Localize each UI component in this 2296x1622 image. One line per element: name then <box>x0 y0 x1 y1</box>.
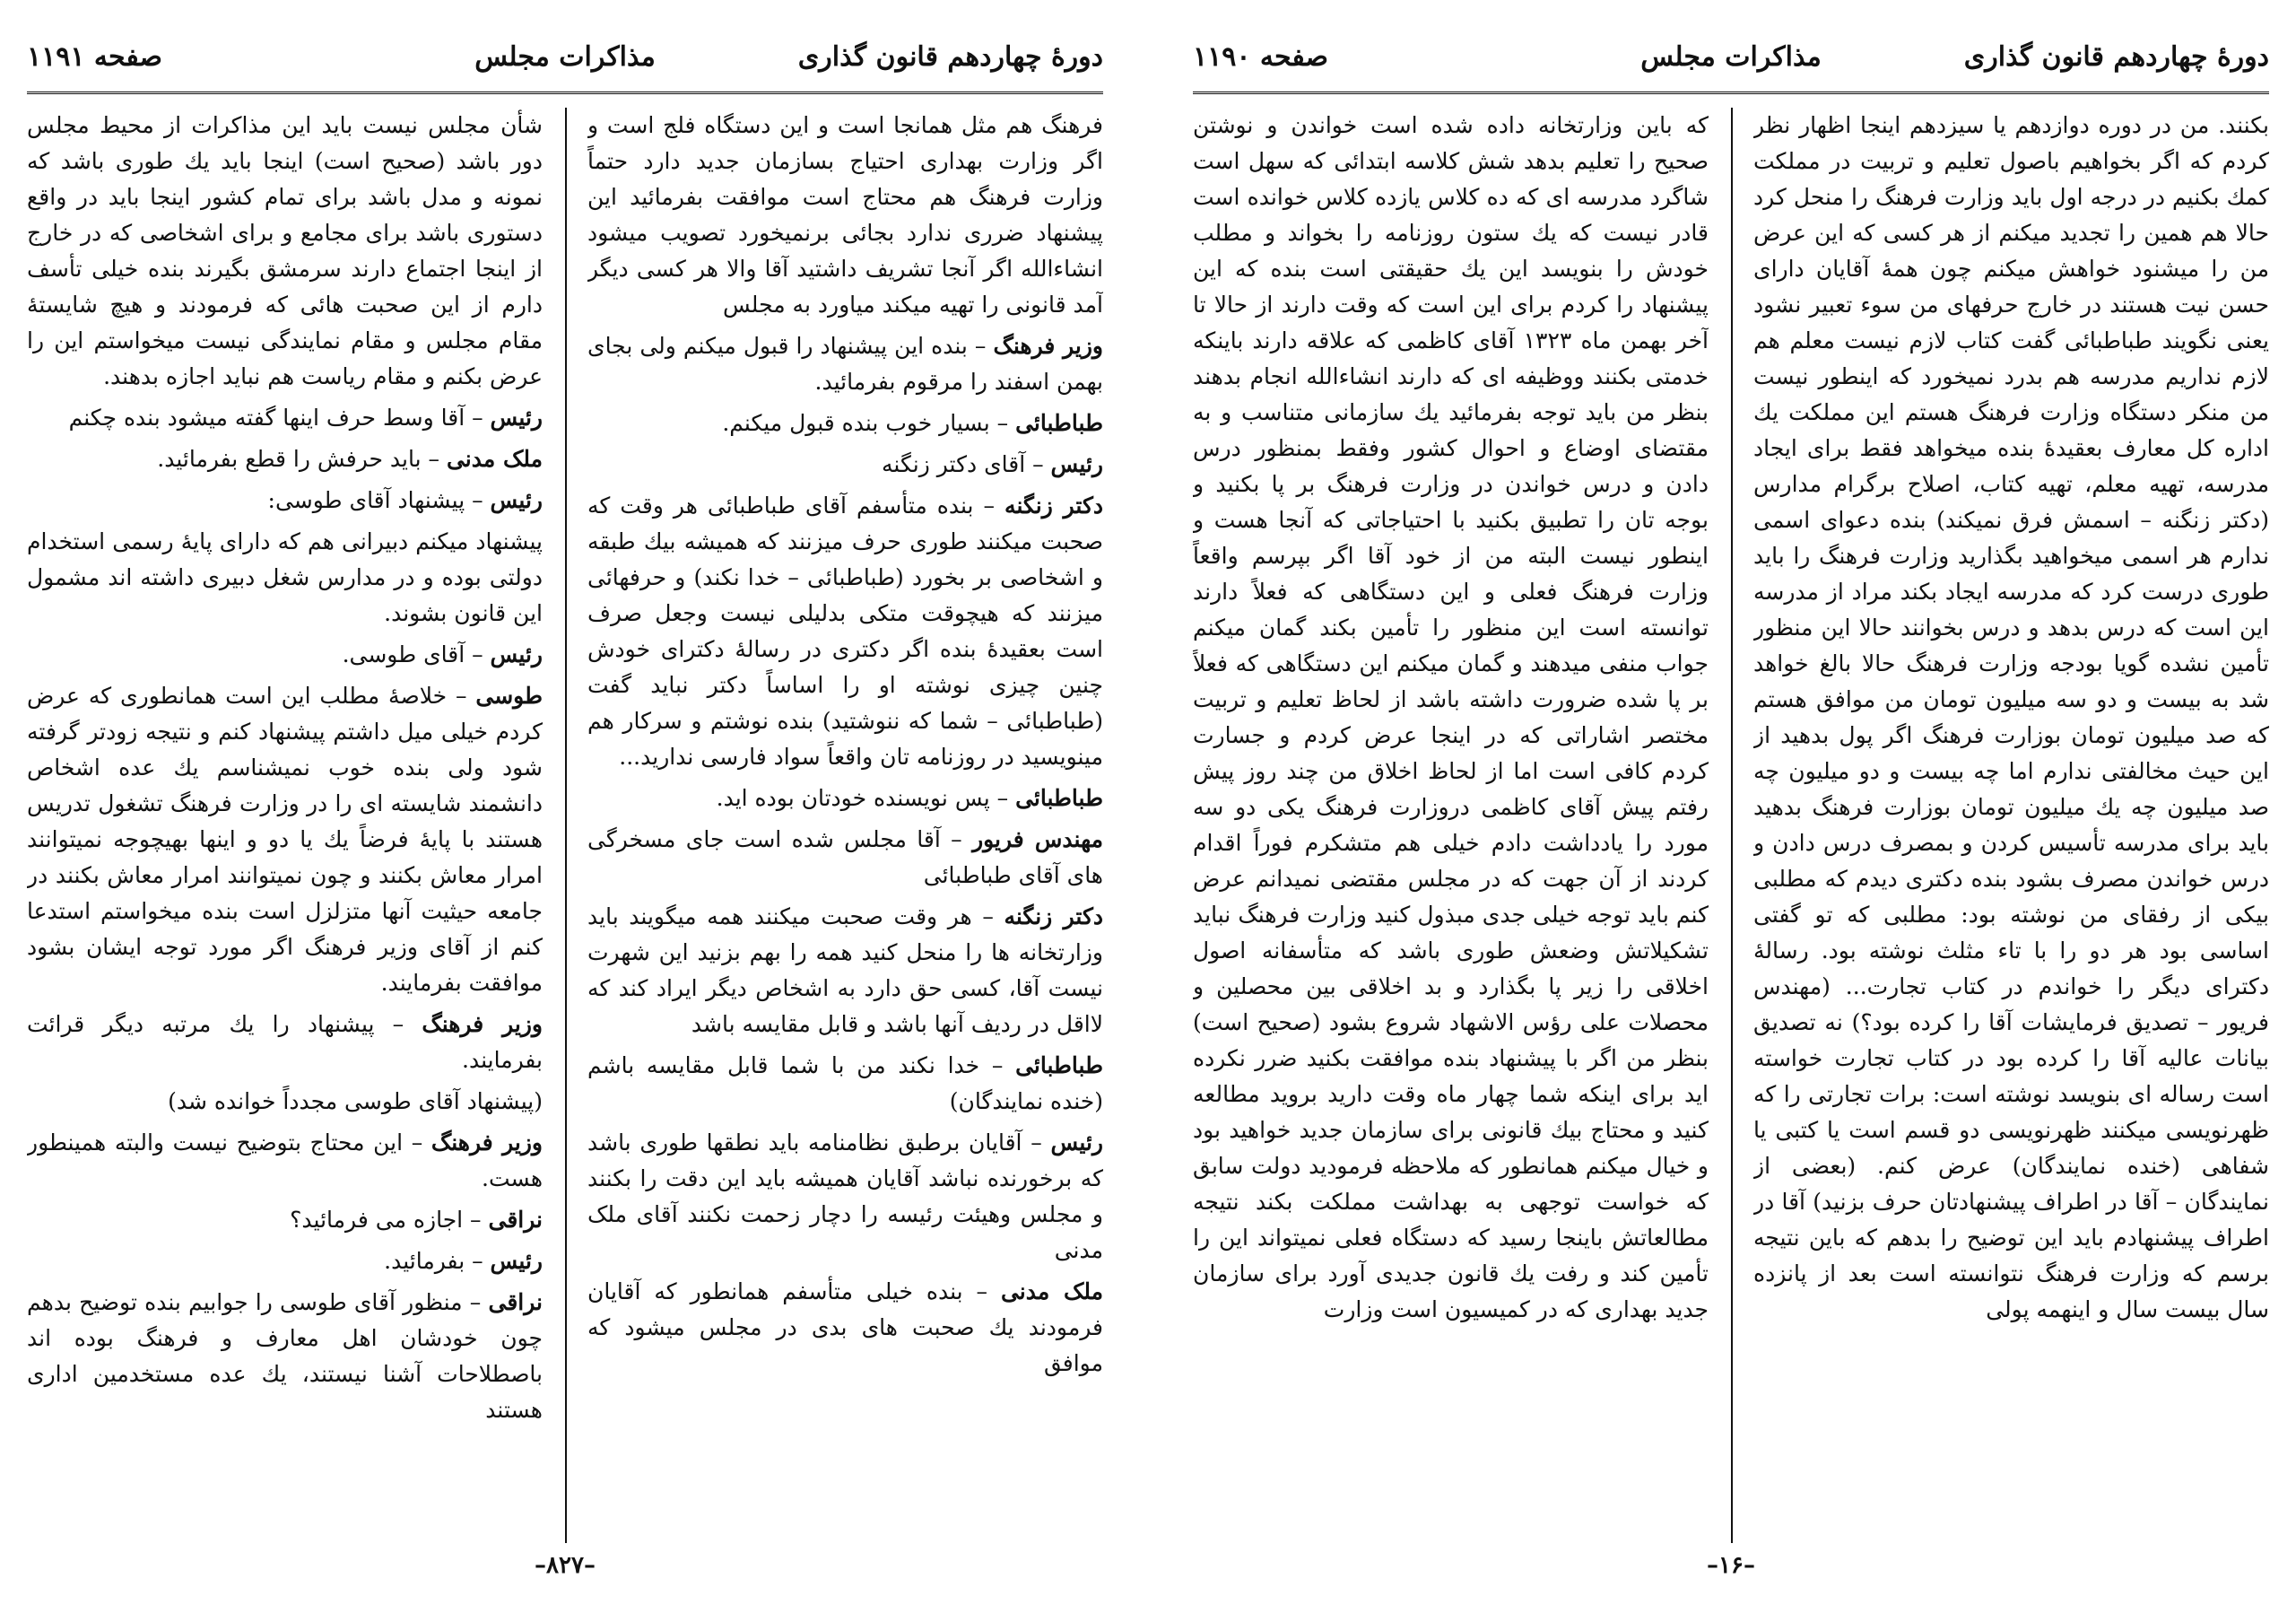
paragraph <box>27 400 543 436</box>
page-footer-number: –۱۶– <box>1707 1552 1755 1579</box>
paragraph <box>1193 108 1709 1328</box>
paragraph-text: – پیشنهاد آقای طوسی: <box>267 487 491 513</box>
paragraph-text: (پیشنهاد آقای طوسی مجدداً خوانده شد) <box>168 1088 543 1114</box>
speaker-name: رئیس <box>490 1248 543 1274</box>
paragraph-text: – بنده متأسفم آقای طباطبائی هر وقت که صحبت میکنند طوری حرف میزنند که همیشه بیك طبقه و اشخاصی بر بخورد (طباطبائی – خدا نکند) و حرفهائی میزنند که هیچوقت متکی بدلیلی نیست وجعل صرف است بعقیدهٔ بنده اگر دکتری در رسالهٔ دکترای خودش چنین چیزی نوشته او را اساساً دکتر نباید گفت (طباطبائی – شما که ننوشتید) بنده نوشتم و سرکار هم مینویسید در روزنامه تان واقعاً سواد فارسی ندارید... <box>587 493 1103 770</box>
header-publication-title: مذاکرات مجلس <box>474 41 656 73</box>
paragraph <box>27 1084 543 1120</box>
page-header <box>27 36 1103 94</box>
paragraph <box>27 1007 543 1078</box>
page-footer-number: –۸۲۷– <box>535 1552 596 1579</box>
paragraph <box>27 678 543 1001</box>
paragraph-text: بکنند. من در دوره دوازدهم یا سیزدهم اینجا اظهار نظر کردم که اگر بخواهیم باصول تعلیم و تربیت در مملکت کمك بکنیم در درجه اول باید وزارت فرهنگ را منحل کرد حالا هم همین را تجدید میکنم از هر کسی که این عرض من را میشنود خواهش میکنم چون همهٔ آقایان دارای حسن نیت هستند در خارج حرفهای من سوء تعبیر نشود یعنی نگویند طباطبائی گفت کتاب لازم نیست معلم هم لازم نداریم مدرسه هم بدرد نمیخورد که اینطور نیست من منکر دستگاه وزارت فرهنگ هستم این مملکت یك اداره کل معارف بعقیدهٔ بنده میخواهد فقط برای ایجاد مدرسه، تهیه معلم، تهیه کتاب، اصلاح برگرام مدارس (دکتر زنگنه – اسمش فرق نمیکند) بنده دعوای اسمی ندارم هر اسمی میخواهید بگذارید وزارت فرهنگ را باید طوری درست کرد که مدرسه ایجاد بکند مراد از مدرسه این است که درس بدهد و درس بخوانند حالا این منظور تأمین نشده گویا بودجه وزارت فرهنگ حالا بالغ خواهد شد به بیست و دو سه میلیون تومان من موافق هستم که صد میلیون تومان بوزارت فرهنگ اگر پول بدهید از این حیث مخالفتی ندارم اما چه بیست و دو میلیون چه صد میلیون چه یك میلیون تومان بوزارت فرهنگ بدهید باید برای مدرسه تأسیس کردن و بمصرف درس دادن و درس خواندن مصرف بشود بنده دکتری دیدم که مطلبی بیکی از رفقای من نوشته بود: مطلبی که تو گفتی اساسی بود هر دو را با تاء مثلث نوشته بود. رسالهٔ دکترای دیگر را خواندم در کتاب تجارت... (مهندس فریور – تصدیق فرمایشات آقا را کرده بود؟) نه تصدیق بیانات عالیه آقا را کرده بود در کتاب تجارت خواسته است رساله ای بنویسد نوشته است: برات تجارتی را که ظهرنویسی میکنند ظهرنویسی دو قسم است یا کتبی یا شفاهی (خنده نمایندگان) عرض کنم. (بعضی از نمایندگان – آقا در اطراف پیشنهادتان حرف بزنید) آقا در اطراف پیشنهادم باید این توضیح را بدهم که باین نتیجه برسم که وزارت فرهنگ نتوانسته است بعد از پانزده سال بیست سال و اینهمه پولی <box>1753 112 2269 1322</box>
paragraph-text: – بفرمائید. <box>384 1248 491 1274</box>
speaker-name: دکتر زنگنه <box>1004 903 1103 929</box>
paragraph-text: – پیشنهاد را یك مرتبه دیگر قرائت بفرمایند. <box>27 1011 543 1073</box>
paragraph <box>27 1243 543 1279</box>
column-left <box>1193 108 1709 1543</box>
paragraph <box>27 1285 543 1428</box>
speaker-name: دکتر زنگنه <box>1004 493 1103 519</box>
speaker-name: مهندس فریور <box>972 826 1103 852</box>
paragraph <box>587 822 1103 894</box>
speaker-name: نراقی <box>488 1207 543 1233</box>
paragraph <box>27 524 543 632</box>
column-divider <box>565 108 567 1543</box>
paragraph-text: – خلاصهٔ مطلب این است همانطوری که عرض کردم خیلی میل داشتم پیشنهاد کنم و نتیجه زودتر گرفته شود ولی بنده خوب نمیشناسم یك عده اشخاص دانشمند شایسته ای را در وزارت فرهنگ تشغول تدریس هستند با پایهٔ فرضاً یك یا دو و اینها بهیچوجه نمیتوانند امرار معاش بکنند و چون نمیتوانند امرار معاش بکنند در جامعه حیثیت آنها متزلزل است بنده میخواستم استدعا کنم از آقای وزیر فرهنگ اگر مورد توجه ایشان بشود موافقت بفرمایند. <box>27 683 543 996</box>
paragraph-text: – آقایان برطبق نظامنامه باید نطقها طوری باشد که برخورنده نباشد آقایان همیشه باید این دقت را بکنند و مجلس وهیئت رئیسه را دچار زحمت نکنند آقای ملک مدنی <box>587 1129 1103 1263</box>
speaker-name: نراقی <box>488 1289 543 1315</box>
paragraph-text: – بنده این پیشنهاد را قبول میکنم ولی بجای بهمن اسفند را مرقوم بفرمائید. <box>587 333 1103 395</box>
speaker-name: وزیر فرهنگ <box>422 1011 543 1037</box>
speaker-name: طوسی <box>475 683 543 709</box>
paragraph <box>27 637 543 673</box>
paragraph-text: – آقای دکتر زنگنه <box>882 451 1051 477</box>
header-publication-title: مذاکرات مجلس <box>1640 41 1822 73</box>
speaker-name: رئیس <box>490 487 543 513</box>
paragraph <box>587 1048 1103 1120</box>
paragraph-text: – اجازه می فرمائید؟ <box>290 1207 489 1233</box>
paragraph <box>587 328 1103 400</box>
paragraph-text: – باید حرفش را قطع بفرمائید. <box>157 446 447 472</box>
header-page-number: صفحه ۱۱۹۰ <box>1193 41 1328 73</box>
column-right <box>1753 108 2269 1543</box>
paragraph <box>27 1202 543 1238</box>
paragraph-text: – آقا مجلس شده است جای مسخرگی های آقای طباطبائی <box>587 826 1103 888</box>
speaker-name: رئیس <box>490 641 543 667</box>
paragraph <box>587 488 1103 775</box>
header-term-title: دورهٔ چهاردهم قانون گذاری <box>1963 41 2269 73</box>
speaker-name: طباطبائی <box>1015 410 1103 436</box>
header-page-number: صفحه ۱۱۹۱ <box>27 41 162 73</box>
paragraph <box>27 1125 543 1197</box>
paragraph <box>587 447 1103 483</box>
paragraph-text: شأن مجلس نیست باید این مذاکرات از محیط مجلس دور باشد (صحیح است) اینجا باید یك طوری باشد که نمونه و مدل باشد برای تمام کشور اینجا باید در واقع دستوری باشد برای مجامع و برای اشخاصی که در خارج از اینجا اجتماع دارند سرمشق بگیرند بنده خیلی تأسف دارم از این صحبت هائی که فرمودند و هیچ شایستهٔ مقام مجلس و مقام نمایندگی نیست میخواستم این را عرض بکنم و مقام ریاست هم نباید اجازه بدهند. <box>27 112 543 389</box>
column-right <box>587 108 1103 1543</box>
paragraph-text: – بسیار خوب بنده قبول میکنم. <box>722 410 1016 436</box>
paragraph <box>587 780 1103 816</box>
paragraph-text: – بنده خیلی متأسفم همانطور که آقایان فرمودند یك صحبت های بدی در مجلس میشود که موافق <box>587 1278 1103 1376</box>
header-term-title: دورهٔ چهاردهم قانون گذاری <box>797 41 1103 73</box>
paragraph <box>27 108 543 395</box>
column-divider <box>1731 108 1733 1543</box>
page-1190 <box>1193 36 2269 1597</box>
speaker-name: طباطبائی <box>1015 785 1103 811</box>
paragraph-text: – منظور آقای طوسی را جوابیم بنده توضیح بدهم چون خودشان اهل معارف و فرهنگ بوده اند باصطلاحات آشنا نیستند، یك عده مستخدمین اداری هستند <box>27 1289 543 1423</box>
speaker-name: رئیس <box>1050 451 1103 477</box>
speaker-name: وزیر فرهنگ <box>430 1129 543 1155</box>
paragraph-text: پیشنهاد میکنم دبیرانی هم که دارای پایهٔ رسمی استخدام دولتی بوده و در مدارس شغل دبیری داشته اند مشمول این قانون بشوند. <box>27 528 543 626</box>
paragraph-text: – خدا نکند من با شما قابل مقایسه باشم (خنده نمایندگان) <box>587 1052 1103 1114</box>
paragraph <box>27 483 543 519</box>
page-header <box>1193 36 2269 94</box>
paragraph-text: فرهنگ هم مثل همانجا است و این دستگاه فلج است و اگر وزارت بهداری احتیاج بسازمان جدید دارد حتماً وزارت فرهنگ هم محتاج است موافقت بفرمائید این پیشنهاد ضرری ندارد بجائی برنمیخورد تصویب میشود انشاءالله اگر آنجا تشریف داشتید آقا والا هر کسی دیگر آمد قانونی را تهیه میکند میاورد به مجلس <box>587 112 1103 318</box>
paragraph-text: – پس نویسنده خودتان بوده اید. <box>716 785 1016 811</box>
text-columns <box>27 108 1103 1543</box>
speaker-name: ملک مدنی <box>446 446 543 472</box>
paragraph <box>587 108 1103 323</box>
paragraph-text: که باین وزارتخانه داده شده است خواندن و نوشتن صحیح را تعلیم بدهد شش کلاسه ابتدائی که سهل است شاگرد مدرسه ای که ده کلاس یازده کلاس خوانده است قادر نیست که یك ستون روزنامه را بخواند و مطلب خودش را بنویسد این یك حقیقتی است بنده که این پیشنهاد را کردم برای این است که وقت دارند از حالا تا آخر بهمن ماه ۱۳۲۳ آقای کاظمی که علاقه دارند باینکه خدمتی بکنند ووظیفه ای که دارند انشاءالله انجام بدهند بنظر من باید توجه بفرمائید یك سازمانی متناسب و به مقتضای اوضاع و احوال کشور وفقط بمنظور درس دادن و درس خواندن در وزارت فرهنگ بر پا بکنید و بوجه تان را تطبیق بکنید با احتیاجاتی که آنجا هست و اینطور نیست البته من از خود آقا اگر بپرسم واقعاً وزارت فرهنگ فعلی و این دستگاهی که فعلاً دارند توانسته است این منظور را تأمین بکند گمان میکنم جواب منفی میدهند و گمان میکنم این دستگاهی که فعلاً بر پا شده ضرورت داشته باشد از لحاظ تعلیم و تربیت مختصر اشاراتی که در اینجا عرض کردم و جسارت کردم کافی است اما از لحاظ اخلاق من چند روز پیش رفتم پیش آقای کاظمی دروزارت فرهنگ یکی دو سه مورد را یادداشت دادم خیلی هم متشکرم فوراً اقدام کردند از آن جهت که در مجلس مقتضی نمیدانم عرض کنم باید توجه خیلی جدی مبذول کنید وزارت فرهنگ نباید تشکیلاتش وضعش طوری باشد که متأسفانه اصول اخلاقی را زیر پا بگذارد و بد اخلاقی بین محصلین و محصلات علی رؤس الاشهاد شروع بشود (صحیح است) بنظر من اگر با پیشنهاد بنده موافقت بکنید ضرر نکرده اید برای اینکه شما چهار ماه وقت دارید بروید مطالعه کنید و محتاج بیك قانونی برای سازمان جدید خواهید بود و خیال میکنم همانطور که ملاحظه فرمودید دولت سابق که خواست توجهی به بهداشت مملکت بکند نتیجه مطالعاتش باینجا رسید که دستگاه فعلی نمیتواند این را تأمین کند و رفت یك قانون جدیدی آورد برای سازمان جدید بهداری که در کمیسیون است وزارت <box>1193 112 1709 1322</box>
speaker-name: وزیر فرهنگ <box>993 333 1103 359</box>
paragraph <box>587 1274 1103 1382</box>
speaker-name: ملک مدنی <box>1000 1278 1103 1304</box>
paragraph <box>587 899 1103 1042</box>
paragraph <box>1753 108 2269 1328</box>
paragraph-text: – آقا وسط حرف اینها گفته میشود بنده چکنم <box>68 405 491 431</box>
paragraph-text: – آقای طوسی. <box>342 641 491 667</box>
text-columns <box>1193 108 2269 1543</box>
paragraph-text: – این محتاج بتوضیح نیست والبته همینطور هست. <box>27 1129 543 1191</box>
paragraph <box>587 406 1103 441</box>
paragraph <box>587 1125 1103 1269</box>
paragraph <box>27 441 543 477</box>
speaker-name: رئیس <box>490 405 543 431</box>
speaker-name: طباطبائی <box>1015 1052 1103 1078</box>
page-1191 <box>27 36 1103 1597</box>
column-left <box>27 108 543 1543</box>
paragraph-text: – هر وقت صحبت میکنند همه میگویند باید وزارتخانه ها را منحل کنید همه را بهم بزنید این شهرت نیست آقا، کسی حق دارد به اشخاص دیگر ایراد کند که لااقل در ردیف آنها باشد و قابل مقایسه باشد <box>587 903 1103 1037</box>
speaker-name: رئیس <box>1050 1129 1103 1155</box>
